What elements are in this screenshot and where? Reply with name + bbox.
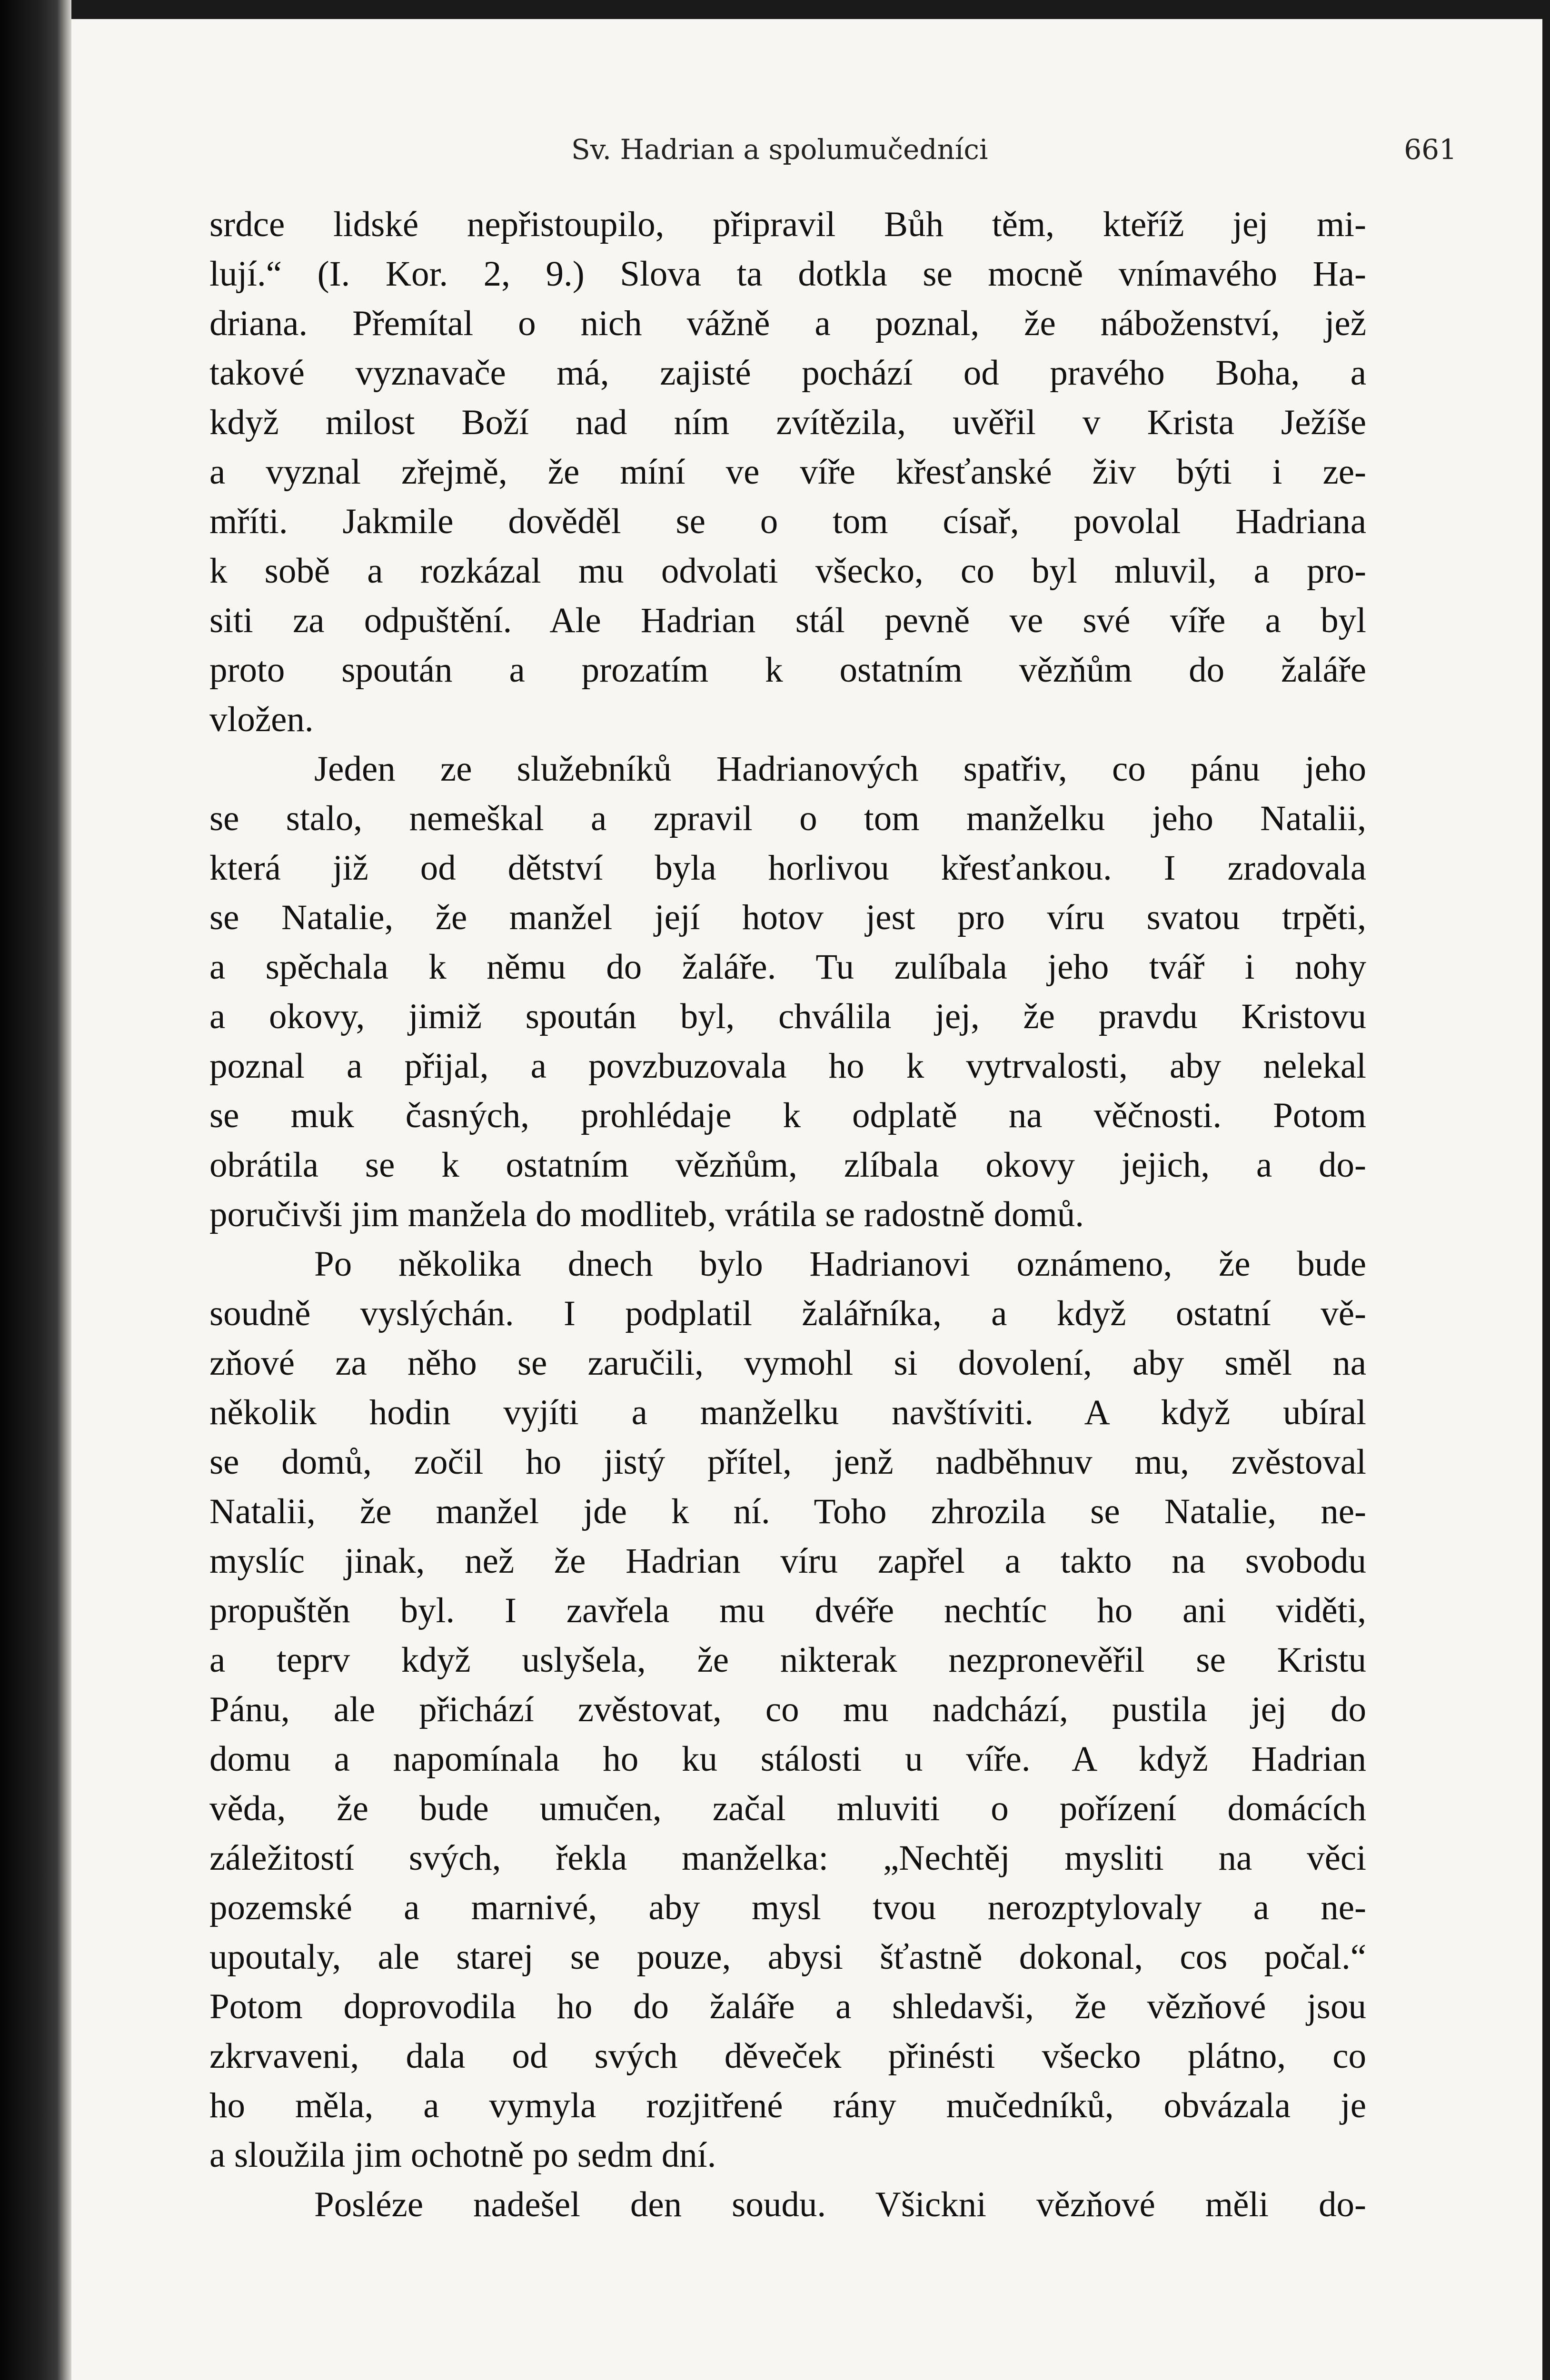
text-line: upoutaly, ale starej se pouze, abysi šťastně dokonal, cos počal.“ xyxy=(209,1937,1366,1977)
paragraph-start-line: Posléze nadešel den soudu. Všickni vězňové měli do- xyxy=(314,2185,1366,2224)
text-line: která již od dětství byla horlivou křesťankou. I zradovala xyxy=(209,848,1366,888)
text-line: záležitostí svých, řekla manželka: „Nechtěj mysliti na věci xyxy=(209,1838,1366,1878)
text-line: soudně vyslýchán. I podplatil žalářníka, a když ostatní vě- xyxy=(209,1294,1366,1333)
text-line: zňové za něho se zaručili, vymohl si dovolení, aby směl na xyxy=(209,1343,1366,1383)
text-line: propuštěn byl. I zavřela mu dvéře nechtíc ho ani viděti, xyxy=(209,1591,1366,1630)
text-line: srdce lidské nepřistoupilo, připravil Bůh těm, kteříž jej mi- xyxy=(209,205,1366,244)
text-line: pozemské a marnivé, aby mysl tvou nerozptylovaly a ne- xyxy=(209,1888,1366,1927)
text-line: se Natalie, že manžel její hotov jest pro víru svatou trpěti, xyxy=(209,898,1366,937)
book-page xyxy=(71,19,1542,2380)
text-line: Natalii, že manžel jde k ní. Toho zhrozila se Natalie, ne- xyxy=(209,1492,1366,1531)
text-line: ho měla, a vymyla rozjitřené rány mučedníků, obvázala je xyxy=(209,2086,1366,2125)
running-header xyxy=(571,119,1457,176)
text-line: siti za odpuštění. Ale Hadrian stál pevně ve své víře a byl xyxy=(209,601,1366,640)
book-binding-edge xyxy=(0,0,71,2380)
text-line: několik hodin vyjíti a manželku navštíviti. A když ubíral xyxy=(209,1393,1366,1432)
text-line: poznal a přijal, a povzbuzovala ho k vytrvalosti, aby nelekal xyxy=(209,1046,1366,1086)
text-line: se domů, zočil ho jistý přítel, jenž nadběhnuv mu, zvěstoval xyxy=(209,1442,1366,1482)
text-line: a teprv když uslyšela, že nikterak nezpronevěřil se Kristu xyxy=(209,1640,1366,1680)
text-line: zkrvaveni, dala od svých děveček přinésti všecko plátno, co xyxy=(209,2036,1366,2076)
text-line: driana. Přemítal o nich vážně a poznal, že náboženství, jež xyxy=(209,304,1366,343)
text-line: se muk časných, prohlédaje k odplatě na věčnosti. Potom xyxy=(209,1096,1366,1135)
text-line: a vyznal zřejmě, že míní ve víře křesťanské živ býti i ze- xyxy=(209,452,1366,492)
paragraph-start-line: Jeden ze služebníků Hadrianových spatřiv, co pánu jeho xyxy=(314,749,1366,789)
paragraph-start-line: Po několika dnech bylo Hadrianovi oznámeno, že bude xyxy=(314,1244,1366,1284)
body-text xyxy=(209,200,1366,2230)
text-line: mříti. Jakmile dověděl se o tom císař, povolal Hadriana xyxy=(209,502,1366,541)
text-line: lují.“ (I. Kor. 2, 9.) Slova ta dotkla se mocně vnímavého Ha- xyxy=(209,254,1366,294)
text-line: se stalo, nemeškal a zpravil o tom manželku jeho Natalii, xyxy=(209,799,1366,838)
text-line: k sobě a rozkázal mu odvolati všecko, co byl mluvil, a pro- xyxy=(209,551,1366,591)
text-line: a spěchala k němu do žaláře. Tu zulíbala jeho tvář i nohy xyxy=(209,947,1366,987)
paragraph-end-line: vložen. xyxy=(209,700,314,739)
paragraph-end-line: a sloužila jim ochotně po sedm dní. xyxy=(209,2135,716,2175)
text-line: věda, že bude umučen, začal mluviti o pořízení domácích xyxy=(209,1789,1366,1828)
text-line: takové vyznavače má, zajisté pochází od pravého Boha, a xyxy=(209,353,1366,393)
page-number: 661 xyxy=(1404,133,1457,166)
paragraph-end-line: poručivši jim manžela do modliteb, vrátila se radostně domů. xyxy=(209,1195,1084,1234)
text-line: Pánu, ale přichází zvěstovat, co mu nadchází, pustila jej do xyxy=(209,1690,1366,1729)
text-line: a okovy, jimiž spoután byl, chválila jej, že pravdu Kristovu xyxy=(209,997,1366,1036)
text-line: když milost Boží nad ním zvítězila, uvěřil v Krista Ježíše xyxy=(209,403,1366,442)
running-title: Sv. Hadrian a spolumučedníci xyxy=(571,133,988,166)
text-line: Potom doprovodila ho do žaláře a shledavši, že vězňové jsou xyxy=(209,1987,1366,2026)
text-line: proto spoután a prozatím k ostatním vězňům do žaláře xyxy=(209,650,1366,690)
text-line: myslíc jinak, než že Hadrian víru zapřel a takto na svobodu xyxy=(209,1541,1366,1581)
text-line: obrátila se k ostatním vězňům, zlíbala okovy jejich, a do- xyxy=(209,1145,1366,1185)
text-line: domu a napomínala ho ku stálosti u víře. A když Hadrian xyxy=(209,1739,1366,1779)
